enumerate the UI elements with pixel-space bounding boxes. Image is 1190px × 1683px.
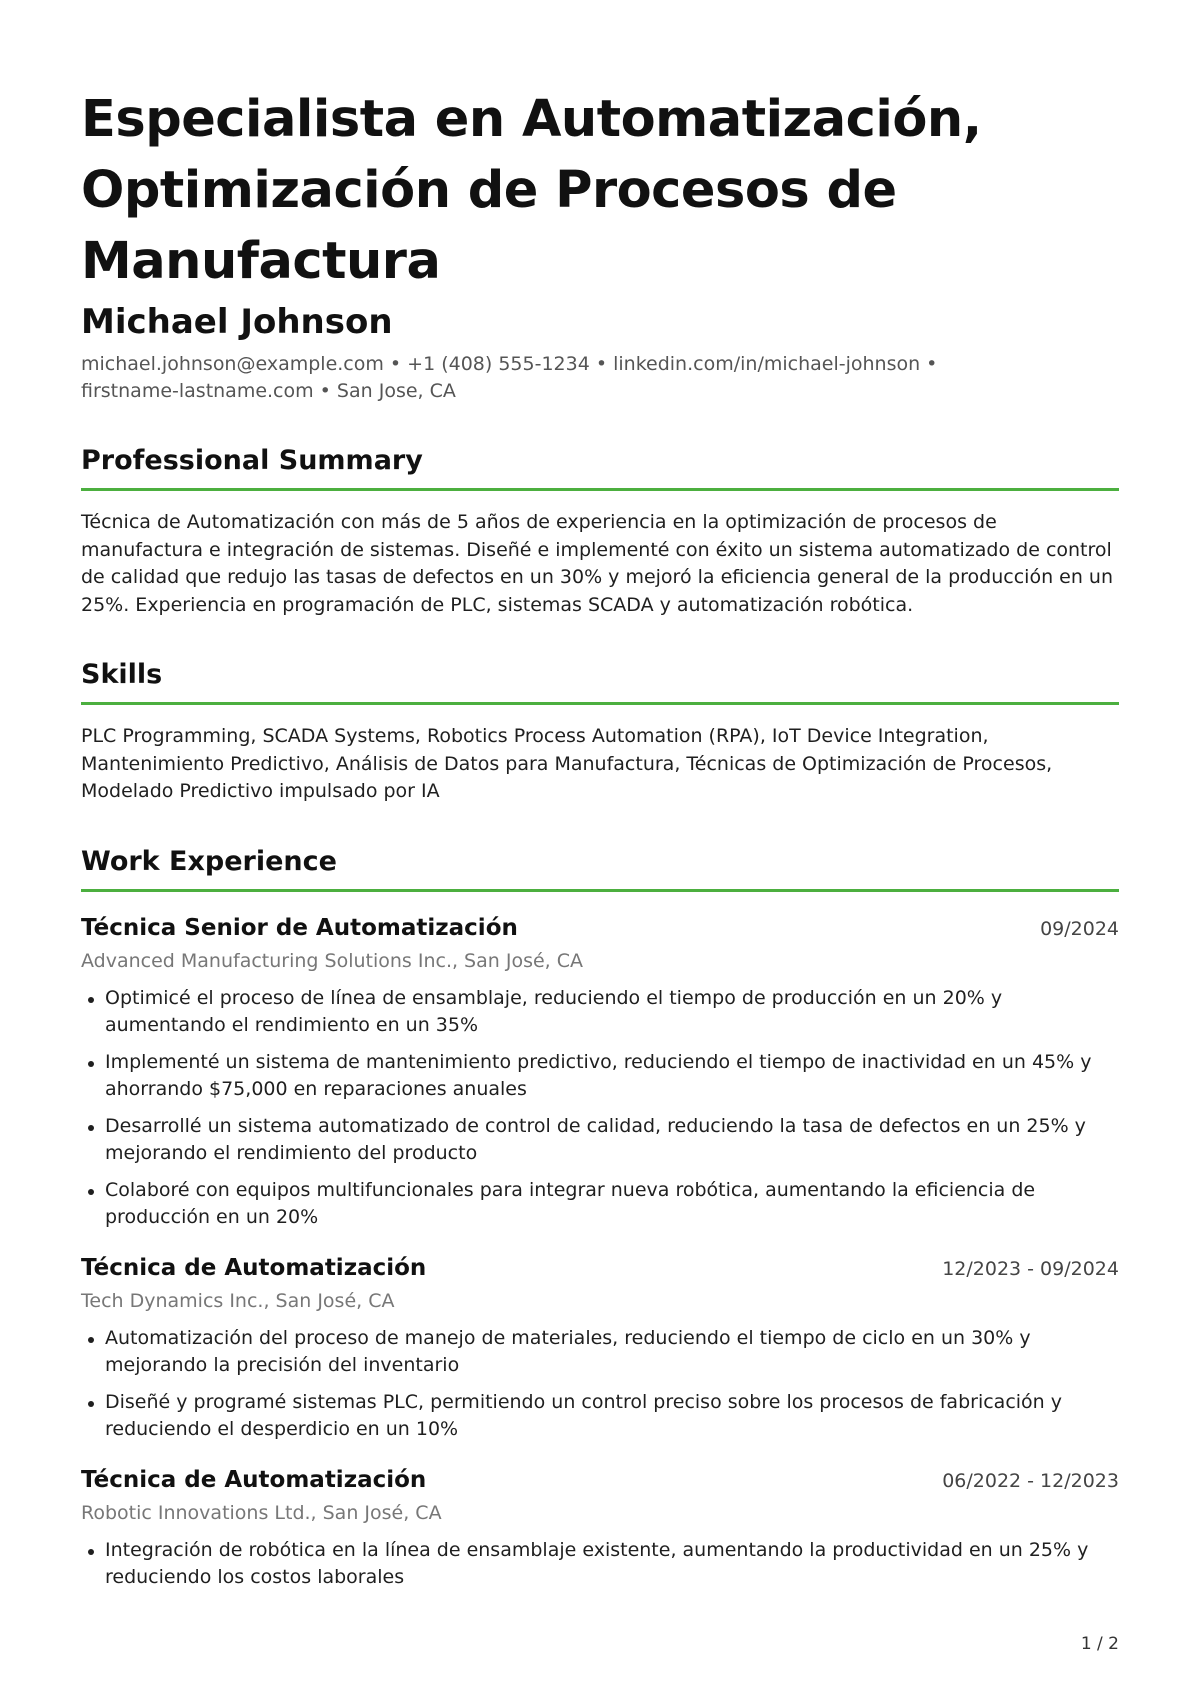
job-bullet: Desarrollé un sistema automatizado de control de calidad, reduciendo la tasa de defectos en un 25% y mejorando el rendimiento del producto <box>105 1113 1119 1168</box>
job-bullet: Integración de robótica en la línea de ensamblaje existente, aumentando la productividad en un 25% y reduciendo los costos laborales <box>105 1537 1119 1592</box>
job-date: 12/2023 - 09/2024 <box>942 1257 1119 1280</box>
job-date: 09/2024 <box>1040 917 1119 940</box>
page-number: 1 / 2 <box>1080 1634 1119 1654</box>
experience-title: Work Experience <box>81 844 1119 892</box>
job-bullet: Diseñé y programé sistemas PLC, permitiendo un control preciso sobre los procesos de fabricación y reduciendo el desperdicio en un 10% <box>105 1389 1119 1444</box>
job-company: Advanced Manufacturing Solutions Inc., San José, CA <box>81 949 584 972</box>
job-bullet: Implementé un sistema de mantenimiento predictivo, reduciendo el tiempo de inactividad en un 45% y ahorrando $75,000 en reparaciones anuales <box>105 1049 1119 1104</box>
job-title: Técnica de Automatización <box>81 1254 427 1281</box>
job-company: Tech Dynamics Inc., San José, CA <box>81 1289 395 1312</box>
job-date: 06/2022 - 12/2023 <box>942 1469 1119 1492</box>
job-bullets <box>81 1537 1119 1592</box>
experience-section <box>81 844 1119 1592</box>
skills-text: PLC Programming, SCADA Systems, Robotics Process Automation (RPA), IoT Device Integration, Mantenimiento Predictivo, Análisis de Datos para Manufactura, Técnicas de Optimización de Procesos, Modelado Predictivo impulsado por IA <box>81 725 1053 802</box>
summary-text: Técnica de Automatización con más de 5 años de experiencia en la optimización de procesos de manufactura e integración de sistemas. Diseñé e implementé con éxito un sistema automatizado de control de calidad que redujo las tasas de defectos en un 30% y mejoró la eficiencia general de la producción en un 25%. Experiencia en programación de PLC, sistemas SCADA y automatización robótica. <box>81 511 1114 616</box>
summary-title: Professional Summary <box>81 443 1119 491</box>
job-entry <box>81 1252 1119 1444</box>
job-bullet: Automatización del proceso de manejo de materiales, reduciendo el tiempo de ciclo en un 30% y mejorando la precisión del inventario <box>105 1325 1119 1380</box>
job-title: Técnica de Automatización <box>81 1466 427 1493</box>
job-header <box>81 1464 1119 1496</box>
job-bullets <box>81 1325 1119 1444</box>
job-company: Robotic Innovations Ltd., San José, CA <box>81 1501 442 1524</box>
skills-title: Skills <box>81 657 1119 705</box>
resume-headline: Especialista en Automatización, Optimización de Procesos de Manufactura <box>81 90 982 291</box>
job-bullet: Optimicé el proceso de línea de ensamblaje, reduciendo el tiempo de producción en un 20% y aumentando el rendimiento en un 35% <box>105 985 1119 1040</box>
job-bullets <box>81 985 1119 1232</box>
resume-page <box>81 84 1119 1601</box>
job-header <box>81 1252 1119 1284</box>
job-title: Técnica Senior de Automatización <box>81 914 518 941</box>
job-bullet: Colaboré con equipos multifuncionales para integrar nueva robótica, aumentando la eficiencia de producción en un 20% <box>105 1177 1119 1232</box>
contact-info: michael.johnson@example.com • +1 (408) 555-1234 • linkedin.com/in/michael-johnson • firstname-lastname.com • San Jose, CA <box>81 353 938 402</box>
job-header <box>81 912 1119 944</box>
job-entry <box>81 1464 1119 1592</box>
job-entry <box>81 912 1119 1232</box>
candidate-name: Michael Johnson <box>81 302 393 342</box>
summary-section <box>81 443 1119 619</box>
skills-section <box>81 657 1119 806</box>
